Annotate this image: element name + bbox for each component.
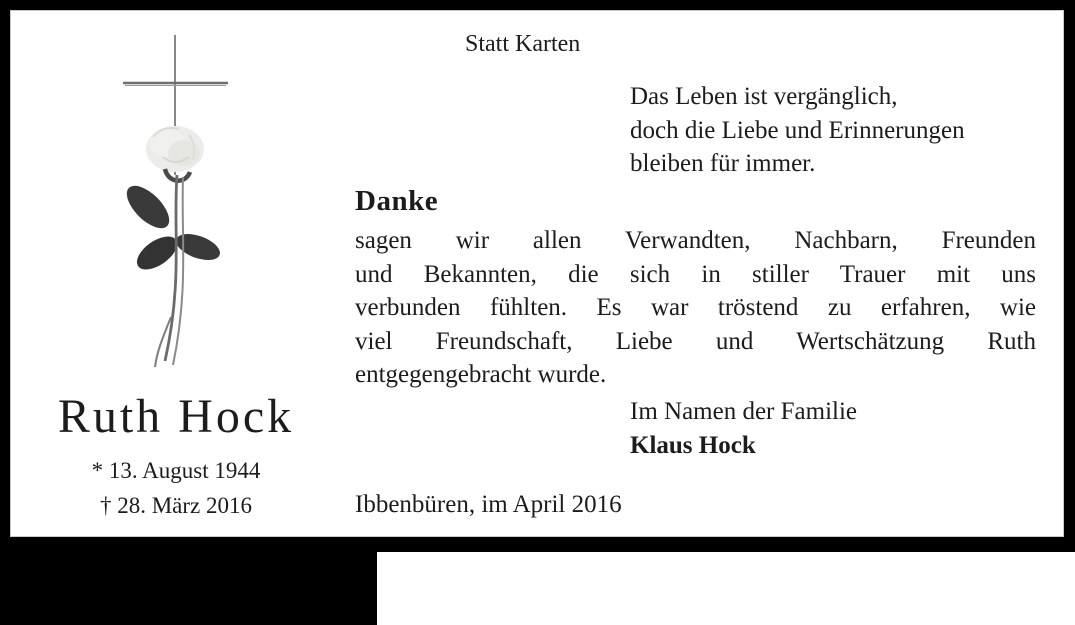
thanks-line: und Bekannten, die sich in stiller Trauer mit uns [355,260,1036,288]
deceased-name: Ruth Hock [57,390,295,443]
black-crop-block [0,552,377,625]
thanks-line: verbunden fühlten. Es war tröstend zu erfahren, wie [355,294,1036,321]
birth-date: * 13. August 1944 [91,458,261,483]
statt-karten-note: Statt Karten [465,31,581,57]
thanks-line: entgegengebracht wurde. [355,361,607,388]
place-and-date: Ibbenbüren, im April 2016 [355,491,622,518]
memorial-verse [630,80,965,181]
danke-heading: Danke [355,185,439,217]
cross-rose-icon [105,25,250,375]
thanks-paragraph [355,224,1036,392]
family-attribution: Im Namen der Familie [630,398,858,425]
thanks-line: viel Freundschaft, Liebe und Wertschätzung Ruth [355,327,1036,355]
death-date: † 28. März 2016 [99,493,253,518]
verse-line: Das Leben ist vergänglich, [630,83,898,110]
verse-line: bleiben für immer. [630,150,816,177]
verse-line: doch die Liebe und Erinnerungen [630,116,965,144]
notice-card [10,10,1064,537]
thanks-line: sagen wir allen Verwandten, Nachbarn, Freunden [355,227,1036,254]
family-signature: Klaus Hock [630,432,756,459]
